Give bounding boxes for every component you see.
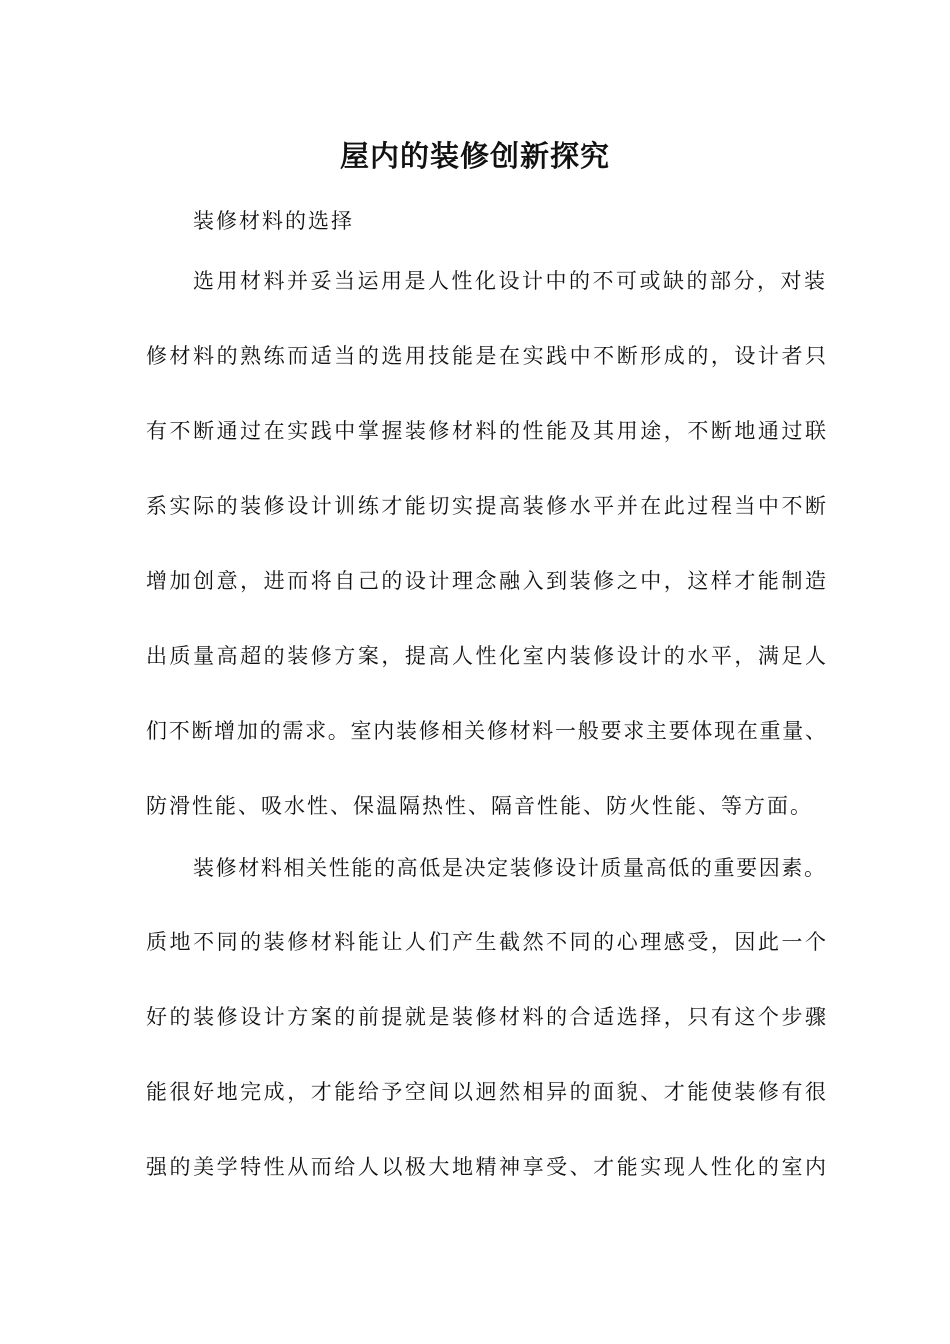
paragraph-line: 系实际的装修设计训练才能切实提高装修水平并在此过程当中不断: [146, 494, 826, 518]
paragraph-line: 修材料的熟练而适当的选用技能是在实践中不断形成的，设计者只: [146, 344, 826, 368]
paragraph-line: 出质量高超的装修方案，提高人性化室内装修设计的水平，满足人: [146, 644, 826, 668]
paragraph-line: 质地不同的装修材料能让人们产生截然不同的心理感受，因此一个: [146, 930, 826, 954]
paragraph-line: 们不断增加的需求。室内装修相关修材料一般要求主要体现在重量、: [146, 719, 826, 743]
paragraph-line: 好的装修设计方案的前提就是装修材料的合适选择，只有这个步骤: [146, 1005, 826, 1029]
paragraph-line: 有不断通过在实践中掌握装修材料的性能及其用途，不断地通过联: [146, 419, 826, 443]
paragraph-line: 能很好地完成，才能给予空间以迥然相异的面貌、才能使装修有很: [146, 1080, 826, 1104]
paragraph-line: 强的美学特性从而给人以极大地精神享受、才能实现人性化的室内: [146, 1155, 826, 1179]
section-heading: 装修材料的选择: [193, 209, 354, 233]
paragraph-line: 装修材料相关性能的高低是决定装修设计质量高低的重要因素。: [193, 856, 825, 880]
paragraph-line: 防滑性能、吸水性、保温隔热性、隔音性能、防火性能、等方面。: [146, 794, 813, 818]
paragraph-line: 选用材料并妥当运用是人性化设计中的不可或缺的部分，对装: [193, 269, 825, 293]
paragraph-line: 增加创意，进而将自己的设计理念融入到装修之中，这样才能制造: [146, 569, 826, 593]
document-title: 屋内的装修创新探究: [339, 139, 610, 173]
